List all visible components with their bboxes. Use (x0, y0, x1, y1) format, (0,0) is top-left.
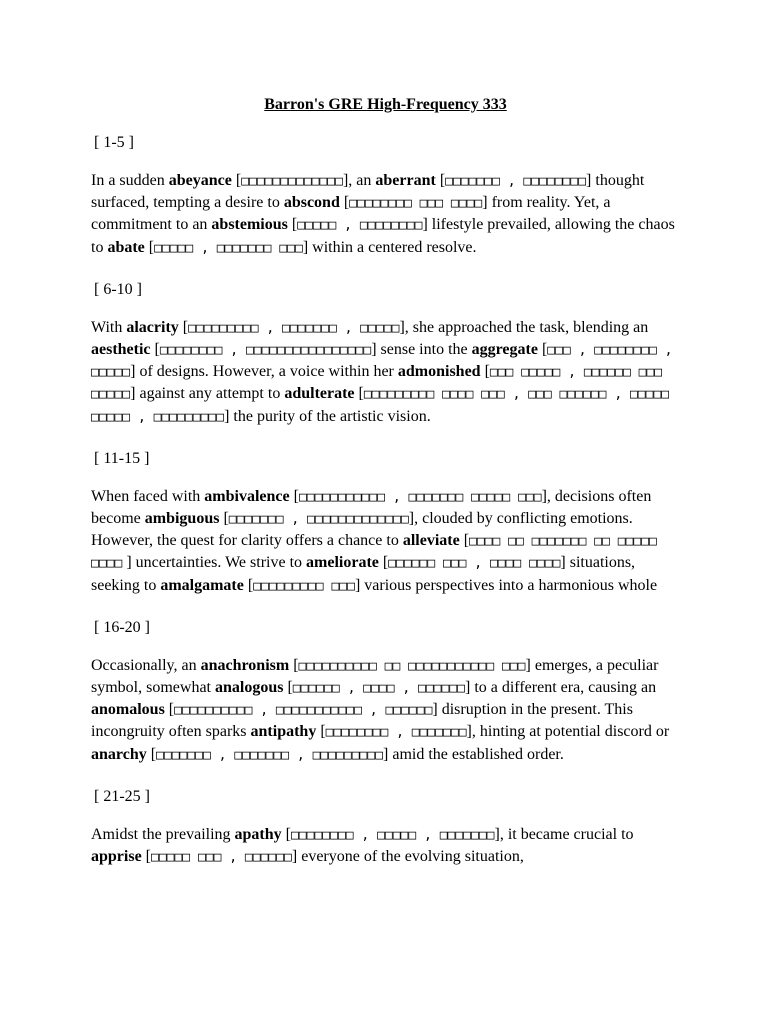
body-text: ] disruption in the present. This incongruity often sparks (91, 701, 633, 741)
body-text: Amidst the prevailing (91, 825, 235, 843)
body-text: [ (287, 216, 298, 234)
body-text: [ (150, 341, 160, 359)
body-text: ] from reality. Yet, a commitment to an (91, 194, 611, 234)
body-text: [ (146, 745, 157, 763)
body-text: ] situations, seeking to (91, 554, 636, 594)
body-text: ] within a centered resolve. (302, 238, 477, 256)
body-text: [ (243, 576, 254, 594)
body-text: Occasionally, an (91, 656, 201, 674)
body-text: [ (537, 341, 548, 359)
gloss-text: □□□□□□□□□□ □□ □□□□□□□□□□□ □□□ (298, 658, 526, 674)
gloss-text: □□□□□□ , □□□□ , □□□□□□ (292, 681, 465, 697)
section-label: [ 21-25 ] (94, 787, 150, 805)
body-text: ] the purity of the artistic vision. (224, 407, 431, 425)
gloss-text: □□□□□□□ , □□□□□□□ , □□□□□□□□□ (156, 747, 384, 763)
body-text: [ (219, 510, 229, 528)
body-text: [ (354, 385, 364, 403)
gloss-text: □□□□□□□□ , □□□□□□□ (325, 725, 467, 741)
vocab-word: aggregate (471, 341, 538, 359)
body-text: ], it became crucial to (494, 825, 634, 843)
body-text: [ (459, 532, 470, 550)
body-text: [ (316, 723, 326, 741)
body-text: [ (339, 194, 350, 212)
gloss-text: □□□□□ , □□□□□□□ □□□ (154, 240, 303, 256)
body-text: ] lifestyle prevailed, allowing the chaos to (91, 216, 675, 256)
body-text: ], decisions often become (91, 487, 652, 528)
section-label: [ 1-5 ] (94, 134, 134, 151)
gloss-text: □□□□□□□□□ □□□□ □□□ , □□□ □□□□□□ , □□□□□ □□□□□ , □□□□□□□□□ (91, 387, 670, 425)
body-text: [ (435, 172, 446, 189)
vocab-word: apathy (234, 825, 282, 843)
body-text: [ (164, 701, 175, 719)
section-label: [ 16-20 ] (94, 618, 150, 636)
body-text: ] uncertainties. We strive to (122, 554, 307, 572)
vocab-word: ameliorate (306, 554, 379, 572)
vocab-word: ambivalence (204, 487, 290, 505)
body-text: ] emerges, a peculiar symbol, somewhat (91, 656, 659, 697)
body-text: ] against any attempt to (130, 385, 285, 403)
gloss-text: □□□□ □□ □□□□□□□ □□ □□□□□ □□□□ (91, 534, 657, 572)
body-text: ] to a different era, causing an (464, 679, 657, 697)
section-paragraph (91, 170, 680, 259)
vocab-word: abeyance (168, 172, 232, 189)
gloss-text: □□□□□□□□ □□□ □□□□ (349, 196, 483, 212)
gloss-text: □□□□□□□ , □□□□□□□□□□□□□ (228, 512, 409, 528)
body-text: [ (283, 679, 293, 697)
body-text: ] everyone of the evolving situation, (291, 848, 524, 866)
body-text: [ (144, 238, 155, 256)
gloss-text: □□□ , □□□□□□□□ , □□□□□ (91, 343, 673, 381)
gloss-text: □□□□□□□□□□□ , □□□□□□□ □□□□□ □□□ (298, 489, 542, 505)
body-text: [ (480, 363, 490, 381)
body-text: [ (141, 848, 151, 866)
body-text: [ (178, 318, 189, 336)
vocab-word: alleviate (402, 532, 460, 550)
gloss-text: □□□□□□□□ , □□□□□ , □□□□□□□ (290, 827, 495, 843)
gloss-text: □□□□□□□□□ □□□ (253, 578, 355, 594)
body-text: ], hinting at potential discord or (466, 723, 670, 741)
vocab-word: anachronism (200, 656, 290, 674)
vocab-word: abscond (283, 194, 340, 212)
document-title: Barron's GRE High-Frequency 333 (264, 96, 507, 113)
vocab-word: anomalous (91, 701, 165, 719)
document-body (91, 132, 680, 868)
body-text: ], clouded by conflicting emotions. However, the quest for clarity offers a chance to (91, 510, 633, 550)
body-text: [ (281, 825, 291, 843)
body-text: With (91, 318, 127, 336)
vocab-word: antipathy (250, 723, 317, 741)
gloss-text: □□□□□□□ , □□□□□□□□ (445, 174, 587, 189)
body-text: ], an (342, 172, 376, 189)
body-text: ] sense into the (371, 341, 472, 359)
section-paragraph (91, 824, 680, 868)
gloss-text: □□□□□□ □□□ , □□□□ □□□□ (388, 556, 561, 572)
gloss-text: □□□□□ , □□□□□□□□ (297, 218, 423, 234)
section-label: [ 11-15 ] (94, 449, 150, 467)
section-paragraph (91, 317, 680, 428)
body-text: In a sudden (91, 172, 169, 189)
body-text: When faced with (91, 487, 205, 505)
vocab-word: adulterate (284, 385, 355, 403)
vocab-word: aberrant (375, 172, 436, 189)
body-text: ], she approached the task, blending an (399, 318, 649, 336)
gloss-text: □□□□□□□□ , □□□□□□□□□□□□□□□□ (159, 343, 372, 359)
body-text: [ (289, 656, 299, 674)
vocab-word: admonished (397, 363, 481, 381)
vocab-word: aesthetic (91, 341, 151, 359)
vocab-word: abate (107, 238, 145, 256)
gloss-text: □□□□□□□□□ , □□□□□□□ , □□□□□ (188, 320, 400, 336)
vocab-word: analogous (215, 679, 284, 697)
body-text: ] thought surfaced, tempting a desire to (91, 172, 645, 212)
vocab-word: alacrity (126, 318, 179, 336)
vocab-word: anarchy (91, 745, 147, 763)
body-text: [ (378, 554, 389, 572)
body-text: [ (289, 487, 299, 505)
gloss-text: □□□ □□□□□ , □□□□□□ □□□ □□□□□ (91, 365, 663, 403)
body-text: ] of designs. However, a voice within her (130, 363, 398, 381)
gloss-text: □□□□□□□□□□□□□ (241, 174, 343, 189)
gloss-text: □□□□□ □□□ , □□□□□□ (151, 850, 292, 866)
section-paragraph (91, 655, 680, 766)
vocab-word: ambiguous (144, 510, 220, 528)
section-label: [ 6-10 ] (94, 280, 142, 298)
body-text: ] amid the established order. (383, 745, 564, 763)
body-text: [ (231, 172, 242, 189)
gloss-text: □□□□□□□□□□ , □□□□□□□□□□□ , □□□□□□ (174, 703, 433, 719)
vocab-word: apprise (91, 848, 142, 866)
vocab-word: abstemious (211, 216, 288, 234)
vocab-word: amalgamate (160, 576, 244, 594)
body-text: ] various perspectives into a harmonious whole (354, 576, 658, 594)
section-paragraph (91, 486, 680, 597)
